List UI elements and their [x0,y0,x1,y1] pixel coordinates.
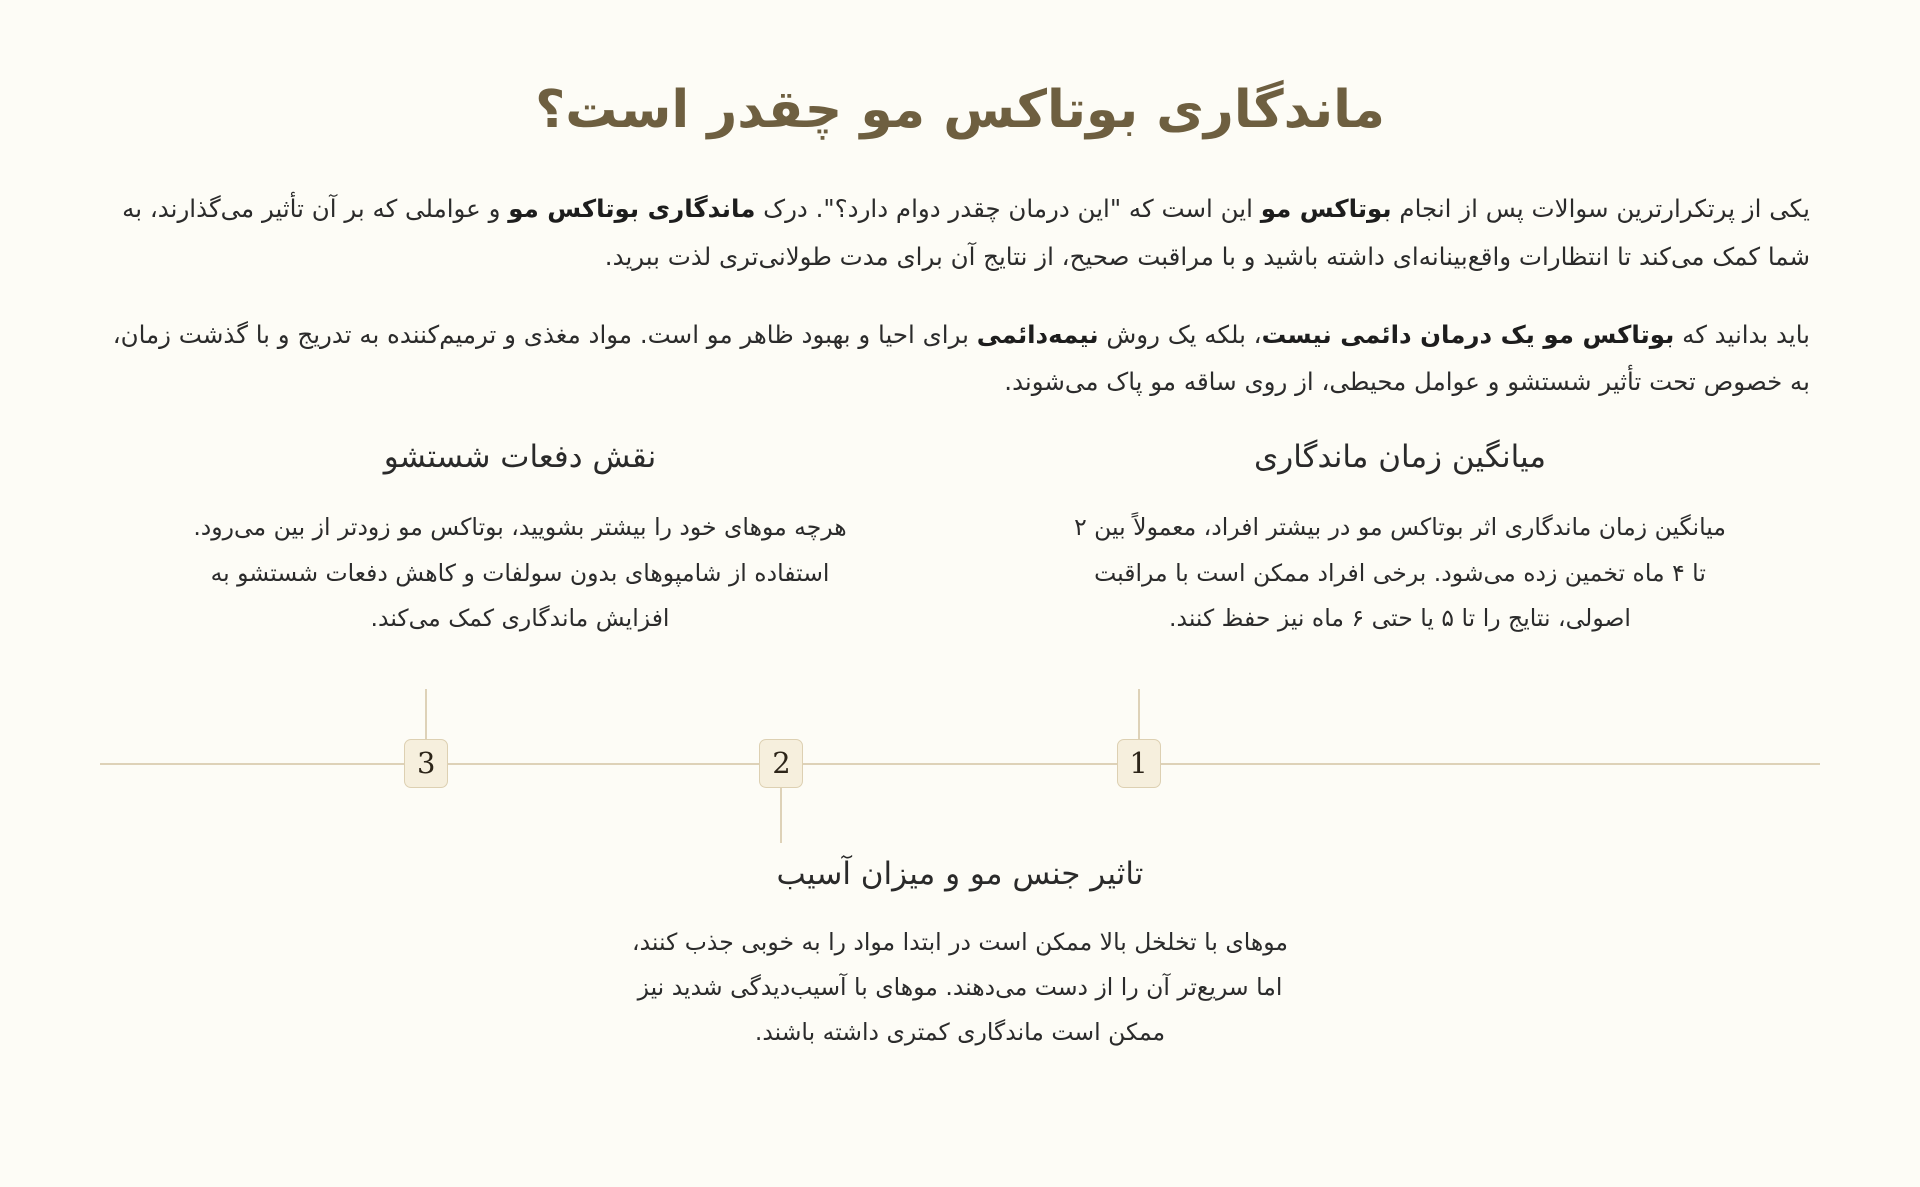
intro-p2-text-2: ، بلکه یک روش [1098,319,1262,349]
intro-section [110,143,1810,406]
page-title: ماندگاری بوتاکس مو چقدر است؟ [535,80,1385,140]
intro-p2-text-3: برای احیا و بهبود ظاهر مو است. مواد مغذی و ترمیم‌کننده به تدریج و با گذشت زمان، به خصوص تحت تأثیر شستشو و عوامل محیطی، از روی ساقه مو پاک می‌شوند. [112,319,1810,397]
timeline-item-1-body: میانگین زمان ماندگاری اثر بوتاکس مو در بیشتر افراد، معمولاً بین ۲ تا ۴ ماه تخمین زده می‌شود. برخی افراد ممکن است با مراقبت اصولی، نتایج را تا ۵ یا حتی ۶ ماه نیز حفظ کنند. [1074,513,1726,632]
timeline-node-1[interactable] [1109,689,1169,839]
timeline-badge-1[interactable]: 1 [1117,739,1161,788]
intro-p1-bold-2: ماندگاری بوتاکس مو [508,194,756,223]
timeline-item-3-body: هرچه موهای خود را بیشتر بشویید، بوتاکس مو زودتر از بین می‌رود. استفاده از شامپوهای بدون سولفات و کاهش دفعات شستشو به افزایش ماندگاری کمک می‌کند. [193,513,847,632]
timeline-badge-3[interactable]: 3 [404,739,448,788]
timeline-stem-1 [1138,689,1140,742]
intro-p2-text-1: باید بدانید که [1674,319,1810,349]
timeline-top-columns [80,436,1840,641]
timeline-item-2-heading: تاثیر جنس مو و میزان آسیب [776,855,1144,892]
timeline-node-2[interactable] [751,689,811,839]
timeline-stem-2 [780,787,782,843]
timeline-badge-2[interactable]: 2 [759,739,803,788]
timeline-axis [100,763,1820,765]
timeline-item-2-body: موهای با تخلخل بالا ممکن است در ابتدا مواد را به خوبی جذب کنند، اما سریع‌تر آن را از دست می‌دهند. موهای با آسیب‌دیدگی شدید نیز ممکن است ماندگاری کمتری داشته باشند. [631,928,1289,1047]
timeline-node-3[interactable] [396,689,456,839]
intro-p1-bold-1: بوتاکس مو [1260,194,1392,223]
intro-p1-text-1: یکی از پرتکرارترین سوالات پس از انجام [1391,194,1810,223]
intro-p2-bold-2: نیمه‌دائمی [976,319,1099,349]
timeline [0,689,1920,839]
timeline-item-2-content [0,853,1920,1056]
timeline-stem-3 [425,689,427,742]
intro-paragraph-2 [110,311,1810,407]
timeline-item-1-heading: میانگین زمان ماندگاری [1254,439,1546,476]
timeline-item-3-heading: نقش دفعات شستشو [383,439,657,476]
timeline-item-3-content [80,436,960,641]
intro-p1-text-3: و عواملی که بر آن تأثیر می‌گذارند، به شما کمک می‌کند تا انتظارات واقع‌بینانه‌ای داشته باشید و با مراقبت صحیح، از نتایج آن برای مدت طولانی‌تری لذت ببرید. [122,194,1810,271]
intro-paragraph-1 [110,185,1810,281]
intro-p1-text-2: این است که "این درمان چقدر دوام دارد؟". درک [755,194,1261,223]
intro-p2-bold-1: بوتاکس مو یک درمان دائمی نیست [1261,319,1675,349]
timeline-item-1-content [960,436,1840,641]
